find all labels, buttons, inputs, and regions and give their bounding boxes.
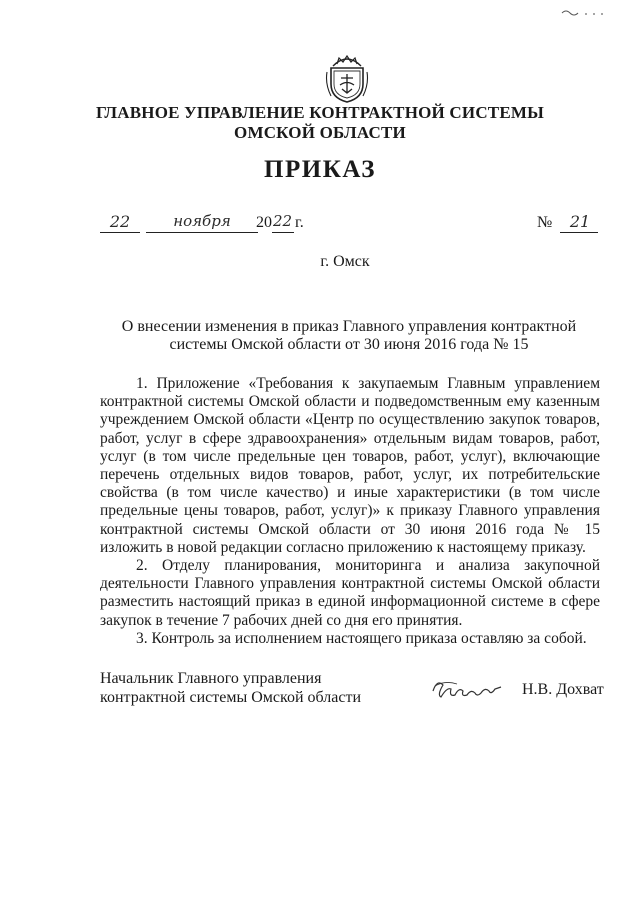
date-year-g: г.	[295, 214, 304, 231]
org-name-line1: ГЛАВНОЕ УПРАВЛЕНИЕ КОНТРАКТНОЙ СИСТЕМЫ	[95, 103, 545, 122]
signatory-position-line1: Начальник Главного управления	[100, 670, 322, 687]
order-subject: О внесении изменения в приказ Главного управления контрактной системы Омской области от 30 июня 2016 года № 15	[121, 318, 577, 353]
org-name-line2: ОМСКОЙ ОБЛАСТИ	[234, 123, 406, 142]
handwritten-mark	[560, 6, 610, 20]
paragraph-2: 2. Отделу планирования, мониторинга и анализа закупочной деятельности Главного управления контрактной системы Омской области разместить настоящий приказ в единой информационной системе в сфере закупок в течение 7 рабочих дней со дня его принятия.	[100, 557, 600, 629]
date-day-underline	[100, 232, 140, 233]
date-year-prefix: 20	[256, 214, 272, 231]
date-year-underline	[272, 232, 294, 233]
signatory-position	[100, 669, 361, 707]
order-number: 21	[569, 212, 591, 231]
coat-of-arms-emblem	[325, 54, 369, 104]
date-number-row	[100, 214, 598, 240]
paragraph-3: 3. Контроль за исполнением настоящего приказа оставляю за собой.	[136, 629, 587, 647]
signatory-name: Н.В. Дохват	[522, 681, 604, 698]
order-body	[100, 375, 600, 648]
date-month: ноября	[173, 212, 231, 230]
city: г. Омск	[320, 253, 370, 270]
date-day: 22	[109, 212, 131, 231]
date-year-suffix: 22	[273, 212, 293, 230]
paragraph-1: 1. Приложение «Требования к закупаемым Главным управлением контрактной системы Омской области и подведомственным ему казенным учреждением Омской области «Центр по осуществлению закупок товаров, работ, услуг в сфере здравоохранения» отдельным видам товаров, работ, услуг (в том числе предельные цен товаров, работ, услуг), включающие перечень отдельных видов товаров, работ, услуг, их потребительские свойства (в том числе качество) и иные характеристики (в том числе предельные цены товаров, работ, услуг)» к приказу Главного управления контрактной системы Омской области от 30 июня 2016 года № 15 изложить в новой редакции согласно приложению к настоящему приказу.	[100, 375, 600, 556]
date-month-underline	[146, 232, 258, 233]
document-title: ПРИКАЗ	[264, 156, 376, 183]
signatory-position-line2: контрактной системы Омской области	[100, 689, 362, 706]
order-number-label: №	[537, 214, 553, 231]
order-number-underline	[560, 232, 598, 233]
handwritten-signature	[430, 677, 508, 701]
